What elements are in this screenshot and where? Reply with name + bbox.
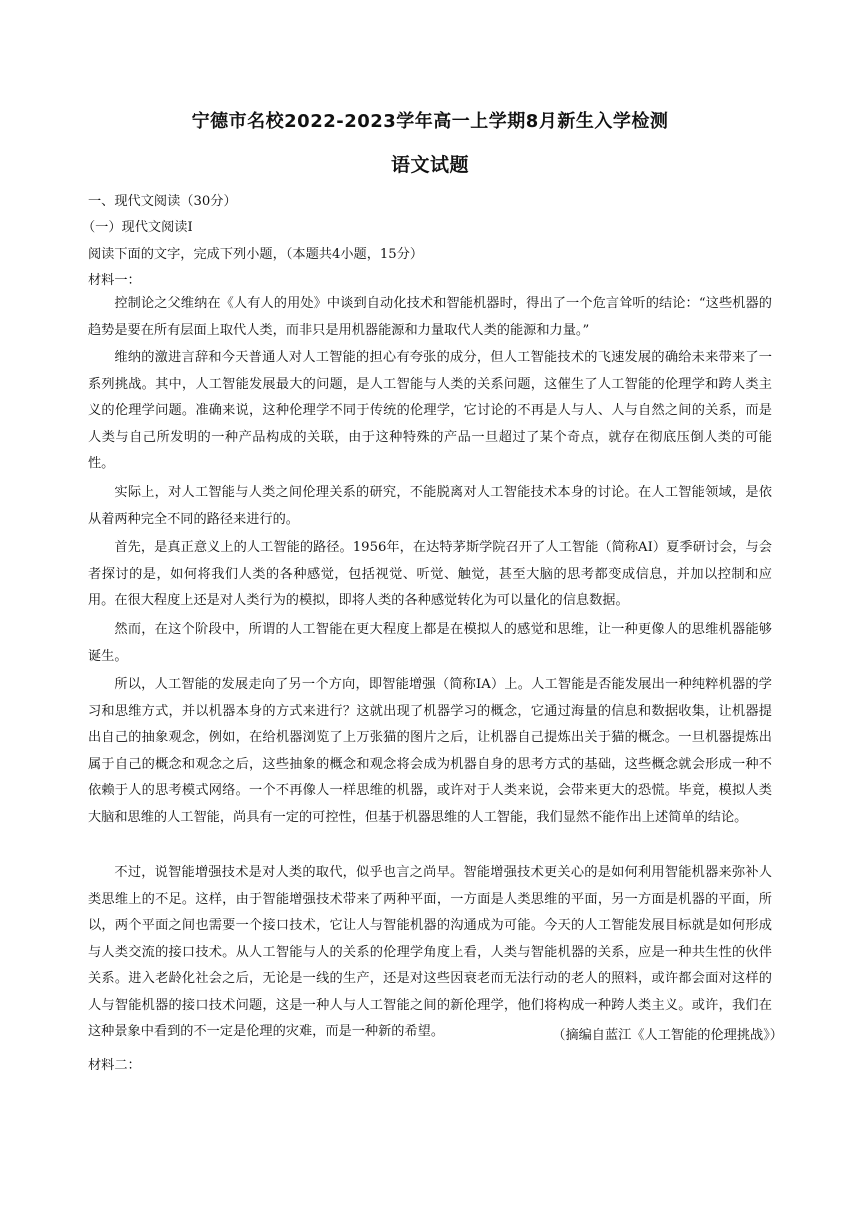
material-one-label: 材料一： [88, 273, 141, 288]
paragraph: 控制论之父维纳在《人有人的用处》中谈到自动化技术和智能机器时，得出了一个危言耸听的结论：“这些机器的趋势是要在所有层面上取代人类，而非只是用机器能源和力量取代人类的能源和力量。” [88, 296, 772, 338]
paragraph: 然而，在这个阶段中，所谓的人工智能在更大程度上都是在模拟人的感觉和思维，让一种更像人的思维机器能够诞生。 [88, 622, 772, 664]
paragraph: 不过，说智能增强技术是对人类的取代，似乎也言之尚早。智能增强技术更关心的是如何利用智能机器来弥补人类思维上的不足。这样，由于智能增强技术带来了两种平面，一方面是人类思维的平面，另一方面是机器的平面，所以，两个平面之间也需要一个接口技术，它让人与智能机器的沟通成为可能。今天的人工智能发展目标就是如何形成与人类交流的接口技术。从人工智能与人的关系的伦理学角度上看，人类与智能机器的关系，应是一种共生性的伙伴关系。进入老龄化社会之后，无论是一线的生产，还是对这些因衰老而无法行动的老人的照料，或许都会面对这样的人与智能机器的接口技术问题，这是一种人与人工智能之间的新伦理学，他们将构成一种跨人类主义。或许，我们在这种景象中看到的不一定是伦理的灾难，而是一种新的希望。 [88, 865, 772, 1039]
source-citation: （摘编自蓝江《人工智能的伦理挑战》） [552, 1028, 783, 1043]
material-two-label: 材料二： [88, 1058, 141, 1073]
section-heading: 一、现代文阅读（30分） [88, 194, 237, 209]
paragraph: 首先，是真正意义上的人工智能的路径。1956年，在达特茅斯学院召开了人工智能（简称AI）夏季研讨会，与会者探讨的是，如何将我们人类的各种感觉，包括视觉、听觉、触觉，甚至大脑的思考都变成信息，并加以控制和应用。在很大程度上还是对人类行为的模拟，即将人类的各种感觉转化为可以量化的信息数据。 [88, 540, 772, 608]
paragraph: 维纳的激进言辞和今天普通人对人工智能的担心有夸张的成分，但人工智能技术的飞速发展的确给未来带来了一系列挑战。其中，人工智能发展最大的问题，是人工智能与人类的关系问题，这催生了人工智能的伦理学和跨人类主义的伦理学问题。准确来说，这种伦理学不同于传统的伦理学，它讨论的不再是人与人、人与自然之间的关系，而是人类与自己所发明的一种产品构成的关联，由于这种特殊的产品一旦超过了某个奇点，就存在彻底压倒人类的可能性。 [88, 350, 772, 471]
document-subtitle: 语文试题 [390, 154, 469, 176]
document-title: 宁德市名校2022-2023学年高一上学期8月新生入学检测 [191, 111, 669, 132]
paragraph: 所以，人工智能的发展走向了另一个方向，即智能增强（简称IA）上。人工智能是否能发展出一种纯粹机器的学习和思维方式，并以机器本身的方式来进行？这就出现了机器学习的概念，它通过海量的信息和数据收集，让机器提出自己的抽象观念，例如，在给机器浏览了上万张猫的图片之后，让机器自己提炼出关于猫的概念。一旦机器提炼出属于自己的概念和观念之后，这些抽象的概念和观念将会成为机器自身的思考方式的基础，这些概念就会形成一种不依赖于人的思考模式网络。一个不再像人一样思维的机器，或许对于人类来说，会带来更大的恐慌。毕竟，模拟人类大脑和思维的人工智能，尚具有一定的可控性，但基于机器思维的人工智能，我们显然不能作出上述简单的结论。 [88, 677, 772, 825]
paragraph: 实际上，对人工智能与人类之间伦理关系的研究，不能脱离对人工智能技术本身的讨论。在人工智能领域，是依从着两种完全不同的路径来进行的。 [88, 485, 772, 527]
instruction-text: 阅读下面的文字，完成下列小题，（本题共4小题，15分） [88, 247, 424, 262]
subsection-heading: （一）现代文阅读Ⅰ [82, 220, 193, 235]
